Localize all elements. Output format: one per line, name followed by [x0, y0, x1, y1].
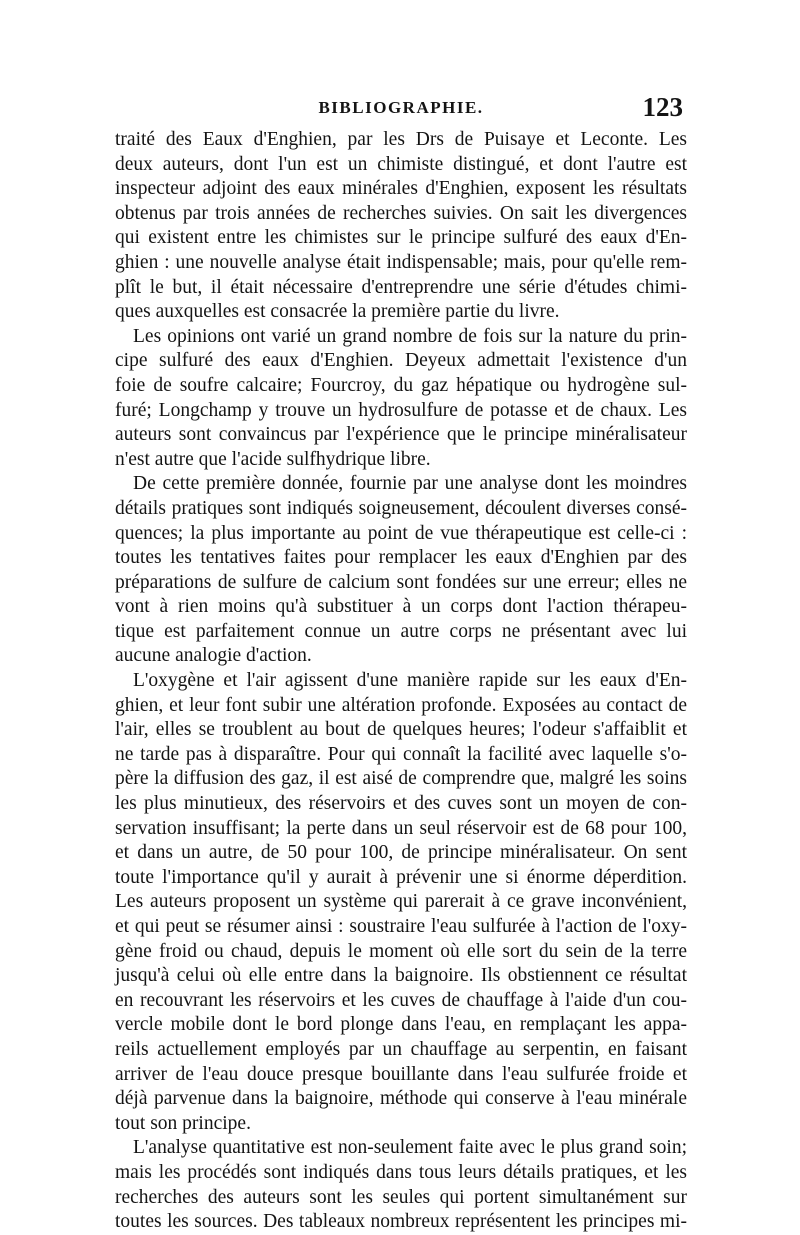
- text-line: foie de soufre calcaire; Fourcroy, du gaz hépatique ou hydrogène sul-: [115, 374, 687, 396]
- running-head: [115, 92, 687, 126]
- running-title: BIBLIOGRAPHIE.: [318, 98, 484, 117]
- text-line: traité des Eaux d'Enghien, par les Drs de Puisaye et Leconte. Les: [115, 129, 687, 150]
- text-line: plît le but, il était nécessaire d'entreprendre une série d'études chimi-: [115, 276, 687, 298]
- body-text: [115, 128, 687, 1235]
- text-line: ghien, et leur font subir une altération profonde. Exposées au contact de: [115, 694, 687, 716]
- text-line: Les opinions ont varié un grand nombre de fois sur la nature du prin-: [133, 325, 687, 347]
- text-line: vont à rien moins qu'à substituer à un corps dont l'action thérapeu-: [115, 596, 687, 618]
- text-line: mais les procédés sont indiqués dans tous leurs détails pratiques, et les: [115, 1161, 687, 1183]
- text-line: déjà parvenue dans la baignoire, méthode qui conserve à l'eau minérale: [115, 1088, 687, 1110]
- text-line: les plus minutieux, des réservoirs et des cuves sont un moyen de con-: [115, 793, 687, 815]
- text-line: ques auxquelles est consacrée la première partie du livre.: [115, 301, 560, 323]
- text-line: servation insuffisant; la perte dans un seul réservoir est de 68 pour 100,: [115, 817, 687, 839]
- text-line: L'oxygène et l'air agissent d'une manière rapide sur les eaux d'En-: [133, 670, 687, 692]
- text-line: obtenus par trois années de recherches suivies. On sait les divergences: [115, 202, 687, 224]
- text-line: reils actuellement employés par un chauffage au serpentin, en faisant: [115, 1038, 687, 1060]
- text-line: aucune analogie d'action.: [115, 645, 312, 667]
- text-line: tique est parfaitement connue un autre corps ne présentant avec lui: [115, 620, 687, 642]
- text-line: toutes les tentatives faites pour remplacer les eaux d'Enghien par des: [115, 547, 687, 569]
- text-line: en recouvrant les réservoirs et les cuves de chauffage à l'aide d'un cou-: [115, 989, 687, 1011]
- text-line: n'est autre que l'acide sulfhydrique libre.: [115, 448, 431, 470]
- text-line: tout son principe.: [115, 1112, 251, 1134]
- text-line: toutes les sources. Des tableaux nombreux représentent les principes mi-: [115, 1211, 687, 1233]
- text-line: vercle mobile dont le bord plonge dans l'eau, en remplaçant les appa-: [115, 1014, 687, 1036]
- text-line: toute l'importance qu'il y aurait à prévenir une si énorme déperdition.: [115, 866, 687, 888]
- text-line: Les auteurs proposent un système qui parerait à ce grave inconvénient,: [115, 891, 687, 913]
- text-line: cipe sulfuré des eaux d'Enghien. Deyeux admettait l'existence d'un: [115, 350, 687, 372]
- text-line: recherches des auteurs sont les seules qui portent simultanément sur: [115, 1186, 687, 1208]
- text-line: détails pratiques sont indiqués soigneusement, découlent diverses consé-: [115, 497, 687, 519]
- text-line: De cette première donnée, fournie par une analyse dont les moindres: [133, 473, 687, 495]
- text-line: et dans un autre, de 50 pour 100, de principe minéralisateur. On sent: [115, 842, 687, 864]
- text-line: père la diffusion des gaz, il est aisé de comprendre que, malgré les soins: [115, 768, 687, 790]
- text-line: préparations de sulfure de calcium sont fondées sur une erreur; elles ne: [115, 571, 687, 593]
- text-line: qui existent entre les chimistes sur le principe sulfuré des eaux d'En-: [115, 227, 687, 249]
- text-line: inspecteur adjoint des eaux minérales d'Enghien, exposent les résultats: [115, 178, 687, 200]
- text-line: ne tarde pas à disparaître. Pour qui connaît la facilité avec laquelle s'o-: [115, 743, 687, 765]
- text-line: L'analyse quantitative est non-seulement faite avec le plus grand soin;: [133, 1137, 687, 1159]
- text-line: quences; la plus importante au point de vue thérapeutique est celle-ci :: [115, 522, 687, 544]
- text-line: furé; Longchamp y trouve un hydrosulfure de potasse et de chaux. Les: [115, 399, 687, 421]
- text-line: et qui peut se résumer ainsi : soustraire l'eau sulfurée à l'action de l'oxy-: [115, 916, 687, 937]
- page-number: 123: [642, 92, 683, 122]
- text-line: gène froid ou chaud, depuis le moment où elle sort du sein de la terre: [115, 940, 687, 962]
- text-line: auteurs sont convaincus par l'expérience que le principe minéralisateur: [115, 424, 687, 446]
- text-line: l'air, elles se troublent au bout de quelques heures; l'odeur s'affaiblit et: [115, 719, 687, 741]
- text-line: jusqu'à celui où elle entre dans la baignoire. Ils obstiennent ce résultat: [115, 965, 687, 987]
- text-line: ghien : une nouvelle analyse était indispensable; mais, pour qu'elle rem-: [115, 251, 687, 273]
- text-line: arriver de l'eau douce presque bouillante dans l'eau sulfurée froide et: [115, 1063, 687, 1085]
- text-line: deux auteurs, dont l'un est un chimiste distingué, et dont l'autre est: [115, 153, 687, 175]
